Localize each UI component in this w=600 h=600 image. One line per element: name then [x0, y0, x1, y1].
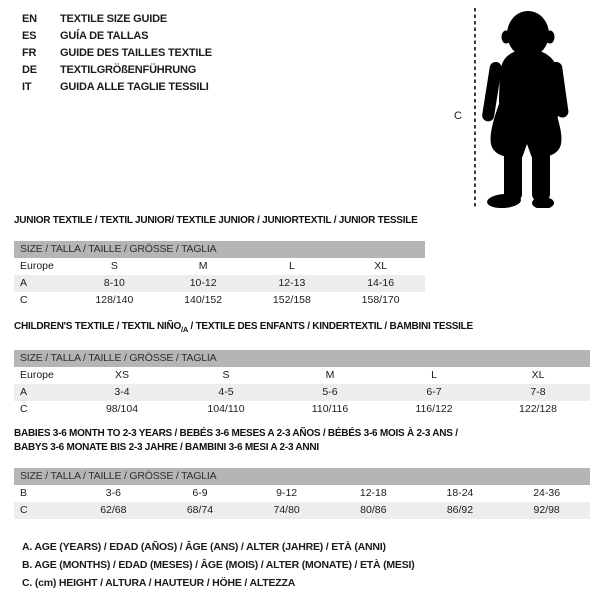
cell: 116/122: [415, 403, 453, 415]
row-label: C: [20, 294, 28, 306]
language-code: IT: [22, 81, 32, 93]
cell: S: [222, 369, 230, 381]
baby-silhouette: [478, 8, 574, 208]
row-label: C: [20, 403, 28, 415]
section-title-line: JUNIOR TEXTILE / TEXTIL JUNIOR/ TEXTILE JUNIOR / JUNIORTEXTIL / JUNIOR TESSILE: [14, 215, 418, 226]
height-label-c: C: [454, 110, 462, 122]
row-label: Europe: [20, 260, 54, 272]
section-title: [14, 320, 590, 337]
cell: 3-4: [70, 384, 174, 401]
table-row: [14, 292, 425, 309]
cell: 128/140: [95, 294, 134, 306]
size-table-header: [14, 468, 590, 485]
row-label: A: [14, 384, 70, 401]
cell: 104/110: [207, 403, 245, 415]
language-row: [22, 28, 212, 45]
cell: 5-6: [278, 384, 382, 401]
section-title-line: BABIES 3-6 MONTH TO 2-3 YEARS / BEBÉS 3-6 MESES A 2-3 AÑOS / BÉBÉS 3-6 MOIS À 2-3 ANS /: [14, 428, 458, 439]
row-label: Europe: [20, 369, 54, 381]
row-label: A: [14, 275, 70, 292]
language-row: [22, 62, 212, 79]
language-code: DE: [22, 64, 37, 76]
row-label: B: [20, 487, 28, 499]
cell: 7-8: [486, 384, 590, 401]
section-title: [14, 214, 425, 228]
note-line: C. (cm) HEIGHT / ALTURA / HAUTEUR / HÖHE / ALTEZZA: [22, 577, 296, 589]
height-measure-line: [474, 8, 476, 207]
note-line: B. AGE (MONTHS) / EDAD (MESES) / ÂGE (MOIS) / ALTER (MONATE) / ETÀ (MESI): [22, 559, 415, 571]
cell: 122/128: [519, 403, 557, 415]
cell: 14-16: [336, 275, 425, 292]
cell: M: [325, 369, 335, 381]
section-title: [14, 427, 590, 455]
cell: 152/158: [272, 294, 311, 306]
cell: XS: [114, 369, 129, 381]
cell: 92/98: [503, 502, 590, 519]
cell: XL: [531, 369, 545, 381]
cell: 6-9: [192, 487, 208, 499]
cell: 74/80: [243, 502, 330, 519]
table-row: [14, 384, 590, 401]
language-code: FR: [22, 47, 37, 59]
cell: 68/74: [157, 502, 244, 519]
size-section-2: [14, 320, 590, 418]
cell: L: [431, 369, 437, 381]
size-table: [14, 468, 590, 519]
cell: 24-36: [533, 487, 561, 499]
cell: 110/116: [311, 403, 349, 415]
cell: 80/86: [330, 502, 417, 519]
note-line: A. AGE (YEARS) / EDAD (AÑOS) / ÂGE (ANS) / ALTER (JAHRE) / ETÀ (ANNI): [22, 541, 386, 553]
size-header-cell: SIZE / TALLA / TAILLE / GRÖSSE / TAGLIA: [14, 241, 425, 258]
cell: 158/170: [361, 294, 400, 306]
size-section-1: [14, 214, 425, 309]
section-title-line: CHILDREN'S TEXTILE / TEXTIL $NIÑO_{/A}$ / TEXTILE DES ENFANTS / KINDERTEXTIL / BAMBINI TESSILE: [14, 321, 473, 334]
size-table: [14, 350, 590, 418]
language-title: TEXTILGRÖßENFÜHRUNG: [60, 64, 197, 76]
cell: 86/92: [417, 502, 504, 519]
height-figure: [452, 8, 592, 210]
language-code: ES: [22, 30, 37, 42]
cell: 4-5: [174, 384, 278, 401]
cell: M: [198, 260, 208, 272]
table-row: [14, 502, 590, 519]
language-row: [22, 79, 212, 96]
table-row: [14, 275, 425, 292]
section-title-line: BABYS 3-6 MONATE BIS 2-3 JAHRE / BAMBINI 3-6 MESI A 2-3 ANNI: [14, 442, 319, 453]
size-table-header: [14, 350, 590, 367]
cell: 6-7: [382, 384, 486, 401]
language-row: [22, 45, 212, 62]
size-table: [14, 241, 425, 309]
size-section-3: [14, 427, 590, 519]
notes: [22, 538, 415, 592]
language-code: EN: [22, 13, 37, 25]
language-title: GUIDE DES TAILLES TEXTILE: [60, 47, 212, 59]
table-row: [14, 401, 590, 418]
size-header-cell: SIZE / TALLA / TAILLE / GRÖSSE / TAGLIA: [14, 468, 590, 485]
language-title: TEXTILE SIZE GUIDE: [60, 13, 168, 25]
cell: 62/68: [70, 502, 157, 519]
cell: 3-6: [105, 487, 121, 499]
cell: 12-13: [248, 275, 337, 292]
cell: 140/152: [184, 294, 223, 306]
table-row: [14, 367, 590, 384]
cell: 8-10: [70, 275, 159, 292]
language-title: GUÍA DE TALLAS: [60, 30, 149, 42]
size-header-cell: SIZE / TALLA / TAILLE / GRÖSSE / TAGLIA: [14, 350, 590, 367]
language-row: [22, 11, 212, 28]
language-title: GUIDA ALLE TAGLIE TESSILI: [60, 81, 209, 93]
cell: XL: [374, 260, 388, 272]
table-row: [14, 258, 425, 275]
size-table-header: [14, 241, 425, 258]
language-list: [22, 11, 212, 96]
cell: 18-24: [446, 487, 474, 499]
cell: 10-12: [159, 275, 248, 292]
cell: 12-18: [359, 487, 387, 499]
cell: L: [288, 260, 295, 272]
table-row: [14, 485, 590, 502]
cell: 9-12: [276, 487, 298, 499]
cell: S: [110, 260, 118, 272]
cell: 98/104: [105, 403, 139, 415]
row-label: C: [14, 502, 70, 519]
